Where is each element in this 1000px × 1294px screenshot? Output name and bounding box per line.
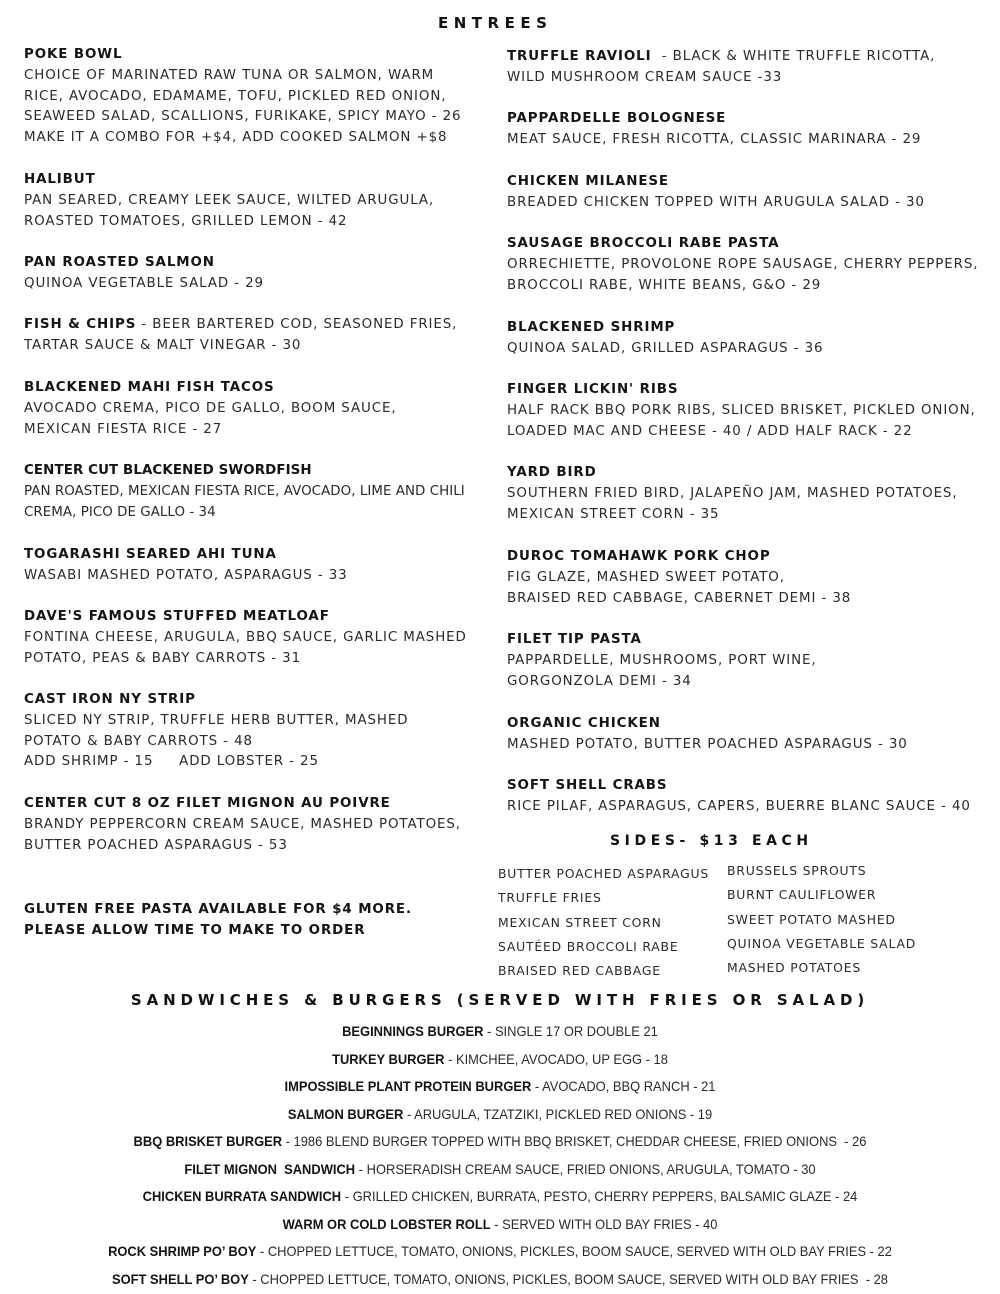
sandwich-name: SALMON BURGER (287, 1106, 404, 1122)
item-desc: RICE, AVOCADO, EDAMAME, TOFU, PICKLED RED ONION, (24, 88, 447, 104)
item-name-row (24, 315, 457, 336)
sandwich-name: WARM OR COLD LOBSTER ROLL (282, 1216, 491, 1232)
item-inline-desc: - BLACK & WHITE TRUFFLE RICOTTA, (651, 49, 936, 64)
sandwich-desc: - SINGLE 17 OR DOUBLE 21 (483, 1024, 658, 1039)
sandwich-item (25, 1266, 975, 1294)
item-desc: BREADED CHICKEN TOPPED WITH ARUGULA SALAD - 30 (507, 194, 925, 210)
menu-item-daves-famous-stuffed-meatloaf (24, 607, 467, 669)
menu-item-blackened-shrimp (507, 318, 823, 360)
sandwich-item (25, 1211, 975, 1239)
sides-right-column (727, 859, 916, 980)
item-desc: HALF RACK BBQ PORK RIBS, SLICED BRISKET, PICKLED ONION, (507, 402, 976, 418)
side-item: MEXICAN STREET CORN (498, 914, 662, 930)
item-desc: MASHED POTATO, BUTTER POACHED ASPARAGUS - 30 (507, 736, 908, 752)
item-name: PAN ROASTED SALMON (24, 255, 215, 270)
item-desc: FONTINA CHEESE, ARUGULA, BBQ SAUCE, GARLIC MASHED (24, 629, 467, 645)
item-desc: BRANDY PEPPERCORN CREAM SAUCE, MASHED POTATOES, (24, 816, 461, 832)
menu-item-center-cut-blackened-swordfish (24, 461, 465, 523)
item-desc: TARTAR SAUCE & MALT VINEGAR - 30 (24, 337, 302, 353)
menu-item-organic-chicken (507, 714, 908, 756)
item-desc: ORRECHIETTE, PROVOLONE ROPE SAUSAGE, CHERRY PEPPERS, (507, 256, 979, 272)
item-desc: QUINOA VEGETABLE SALAD - 29 (24, 275, 264, 291)
menu-item-chicken-milanese (507, 172, 925, 214)
menu-item-sausage-broccoli-rabe-pasta (507, 234, 978, 296)
item-desc: LOADED MAC AND CHEESE - 40 / ADD HALF RACK - 22 (507, 423, 913, 439)
item-name: CAST IRON NY STRIP (24, 692, 196, 707)
item-name: SAUSAGE BROCCOLI RABE PASTA (507, 236, 780, 251)
item-desc: BUTTER POACHED ASPARAGUS - 53 (24, 837, 288, 853)
side-item: BUTTER POACHED ASPARAGUS (498, 866, 710, 881)
sandwich-name: FILET MIGNON SANDWICH (184, 1161, 356, 1177)
sandwich-name: BBQ BRISKET BURGER (133, 1134, 283, 1149)
sandwich-item (25, 1156, 975, 1184)
sandwich-name: BEGINNINGS BURGER (342, 1024, 484, 1039)
item-desc: QUINOA SALAD, GRILLED ASPARAGUS - 36 (507, 340, 824, 356)
item-desc: AVOCADO CREMA, PICO DE GALLO, BOOM SAUCE, (24, 400, 397, 416)
item-name: SOFT SHELL CRABS (507, 778, 668, 793)
side-item: TRUFFLE FRIES (498, 890, 602, 906)
item-desc: WILD MUSHROOM CREAM SAUCE -33 (507, 69, 783, 85)
item-desc: POTATO & BABY CARROTS - 48 (24, 733, 253, 749)
item-name: BLACKENED MAHI FISH TACOS (24, 380, 275, 395)
item-name: TOGARASHI SEARED AHI TUNA (24, 547, 277, 562)
item-name-row (507, 47, 935, 68)
item-name: ORGANIC CHICKEN (507, 716, 661, 731)
menu-item-cast-iron-ny-strip (24, 690, 408, 773)
sandwich-desc: - CHOPPED LETTUCE, TOMATO, ONIONS, PICKLES, BOOM SAUCE, SERVED WITH OLD BAY FRIES - 28 (248, 1271, 888, 1287)
item-name: POKE BOWL (24, 47, 123, 62)
sandwich-desc: - CHOPPED LETTUCE, TOMATO, ONIONS, PICKLES, BOOM SAUCE, SERVED WITH OLD BAY FRIES - 22 (256, 1244, 892, 1259)
side-item: MASHED POTATOES (727, 960, 862, 976)
item-name: FILET TIP PASTA (507, 632, 642, 647)
menu-item-filet-tip-pasta (507, 630, 817, 692)
item-desc: SEAWEED SALAD, SCALLIONS, FURIKAKE, SPICY MAYO - 26 (24, 109, 462, 125)
item-desc: SOUTHERN FRIED BIRD, JALAPEÑO JAM, MASHED POTATOES, (507, 485, 958, 501)
sandwich-desc: - GRILLED CHICKEN, BURRATA, PESTO, CHERRY PEPPERS, BALSAMIC GLAZE - 24 (341, 1189, 858, 1204)
entrees-title: ENTREES (438, 14, 553, 32)
sandwiches-title: SANDWICHES & BURGERS (SERVED WITH FRIES OR SALAD) (130, 991, 870, 1009)
item-inline-desc: - BEER BARTERED COD, SEASONED FRIES, (136, 317, 458, 332)
sandwich-name: SOFT SHELL PO’ BOY (112, 1271, 249, 1287)
item-desc: SLICED NY STRIP, TRUFFLE HERB BUTTER, MASHED (24, 712, 409, 728)
side-item: BRUSSELS SPROUTS (727, 863, 867, 878)
side-item: SAUTÉED BROCCOLI RABE (498, 938, 679, 954)
sandwich-desc: - HORSERADISH CREAM SAUCE, FRIED ONIONS, ARUGULA, TOMATO - 30 (355, 1161, 816, 1177)
menu-item-poke-bowl (24, 45, 461, 149)
item-name: CENTER CUT 8 OZ FILET MIGNON AU POIVRE (24, 796, 391, 811)
sandwich-name: CHICKEN BURRATA SANDWICH (142, 1189, 342, 1204)
menu-item-soft-shell-crabs (507, 776, 971, 818)
item-name: HALIBUT (24, 172, 96, 187)
sandwiches-list (0, 1018, 1000, 1293)
item-desc: PAPPARDELLE, MUSHROOMS, PORT WINE, (507, 652, 817, 668)
sandwich-item (25, 1101, 975, 1129)
sandwich-item (25, 1128, 975, 1156)
item-desc: MAKE IT A COMBO FOR +$4, ADD COOKED SALMON +$8 (24, 130, 448, 146)
item-desc: RICE PILAF, ASPARAGUS, CAPERS, BUERRE BLANC SAUCE - 40 (507, 798, 971, 814)
item-name: TRUFFLE RAVIOLI (507, 49, 652, 64)
sandwich-desc: - AVOCADO, BBQ RANCH - 21 (531, 1079, 716, 1094)
sandwich-desc: - 1986 BLEND BURGER TOPPED WITH BBQ BRISKET, CHEDDAR CHEESE, FRIED ONIONS - 26 (282, 1134, 867, 1149)
item-desc: MEAT SAUCE, FRESH RICOTTA, CLASSIC MARINARA - 29 (507, 131, 922, 147)
item-name: CHICKEN MILANESE (507, 174, 669, 189)
menu-item-fish-and-chips (24, 315, 457, 357)
sandwich-item (25, 1046, 975, 1074)
note-line: PLEASE ALLOW TIME TO MAKE TO ORDER (24, 922, 366, 938)
side-item: SWEET POTATO MASHED (727, 911, 896, 927)
item-desc: BROCCOLI RABE, WHITE BEANS, G&O - 29 (507, 277, 822, 293)
menu-item-pappardelle-bolognese (507, 109, 921, 151)
item-name: BLACKENED SHRIMP (507, 320, 676, 335)
item-desc: GORGONZOLA DEMI - 34 (507, 673, 692, 689)
gluten-free-note (24, 900, 412, 942)
item-name: FINGER LICKIN' RIBS (507, 382, 679, 397)
item-name: YARD BIRD (507, 465, 597, 480)
item-desc: MEXICAN FIESTA RICE - 27 (24, 421, 223, 437)
item-desc: MEXICAN STREET CORN - 35 (507, 506, 720, 522)
item-desc: FIG GLAZE, MASHED SWEET POTATO, (507, 569, 785, 585)
sandwich-item (25, 1073, 975, 1101)
menu-item-truffle-ravioli (507, 47, 935, 89)
menu-item-halibut (24, 170, 434, 232)
sides-title: SIDES- $13 EACH (610, 833, 813, 849)
menu-item-yard-bird (507, 463, 958, 525)
side-item: BRAISED RED CABBAGE (498, 963, 661, 979)
item-name: PAPPARDELLE BOLOGNESE (507, 111, 727, 126)
item-desc: PAN SEARED, CREAMY LEEK SAUCE, WILTED ARUGULA, (24, 192, 435, 208)
item-desc: BRAISED RED CABBAGE, CABERNET DEMI - 38 (507, 590, 852, 606)
menu-item-pan-roasted-salmon (24, 253, 264, 295)
item-name: CENTER CUT BLACKENED SWORDFISH (24, 463, 312, 478)
menu-item-finger-lickin-ribs (507, 380, 976, 442)
sandwich-desc: - KIMCHEE, AVOCADO, UP EGG - 18 (444, 1051, 668, 1067)
item-desc: CREMA, PICO DE GALLO - 34 (24, 504, 216, 520)
item-desc: PAN ROASTED, MEXICAN FIESTA RICE, AVOCADO, LIME AND CHILI (24, 483, 465, 499)
sandwich-item (25, 1183, 975, 1211)
item-addons: ADD SHRIMP - 15 ADD LOBSTER - 25 (24, 754, 319, 770)
sandwich-item (25, 1238, 975, 1266)
sandwich-item (25, 1018, 975, 1046)
item-name: FISH & CHIPS (24, 317, 137, 332)
side-item: BURNT CAULIFLOWER (727, 887, 877, 903)
sandwich-name: IMPOSSIBLE PLANT PROTEIN BURGER (284, 1079, 532, 1094)
sandwich-desc: - ARUGULA, TZATZIKI, PICKLED RED ONIONS - 19 (403, 1106, 713, 1122)
sides-left-column (498, 862, 709, 983)
sandwich-name: ROCK SHRIMP PO’ BOY (108, 1244, 257, 1259)
item-name: DAVE'S FAMOUS STUFFED MEATLOAF (24, 609, 330, 624)
menu-item-filet-mignon-au-poivre (24, 794, 461, 856)
menu-item-duroc-tomahawk-pork-chop (507, 547, 851, 609)
item-desc: ROASTED TOMATOES, GRILLED LEMON - 42 (24, 213, 348, 229)
side-item: QUINOA VEGETABLE SALAD (727, 935, 917, 951)
note-line: GLUTEN FREE PASTA AVAILABLE FOR $4 MORE. (24, 902, 412, 917)
item-desc: CHOICE OF MARINATED RAW TUNA OR SALMON, WARM (24, 67, 435, 83)
item-desc: WASABI MASHED POTATO, ASPARAGUS - 33 (24, 567, 348, 583)
item-desc: POTATO, PEAS & BABY CARROTS - 31 (24, 650, 302, 666)
sandwich-desc: - SERVED WITH OLD BAY FRIES - 40 (490, 1216, 718, 1232)
menu-item-togarashi-seared-ahi-tuna (24, 545, 348, 587)
item-name: DUROC TOMAHAWK PORK CHOP (507, 549, 771, 564)
menu-item-blackened-mahi-fish-tacos (24, 378, 396, 440)
sandwich-name: TURKEY BURGER (332, 1051, 445, 1067)
